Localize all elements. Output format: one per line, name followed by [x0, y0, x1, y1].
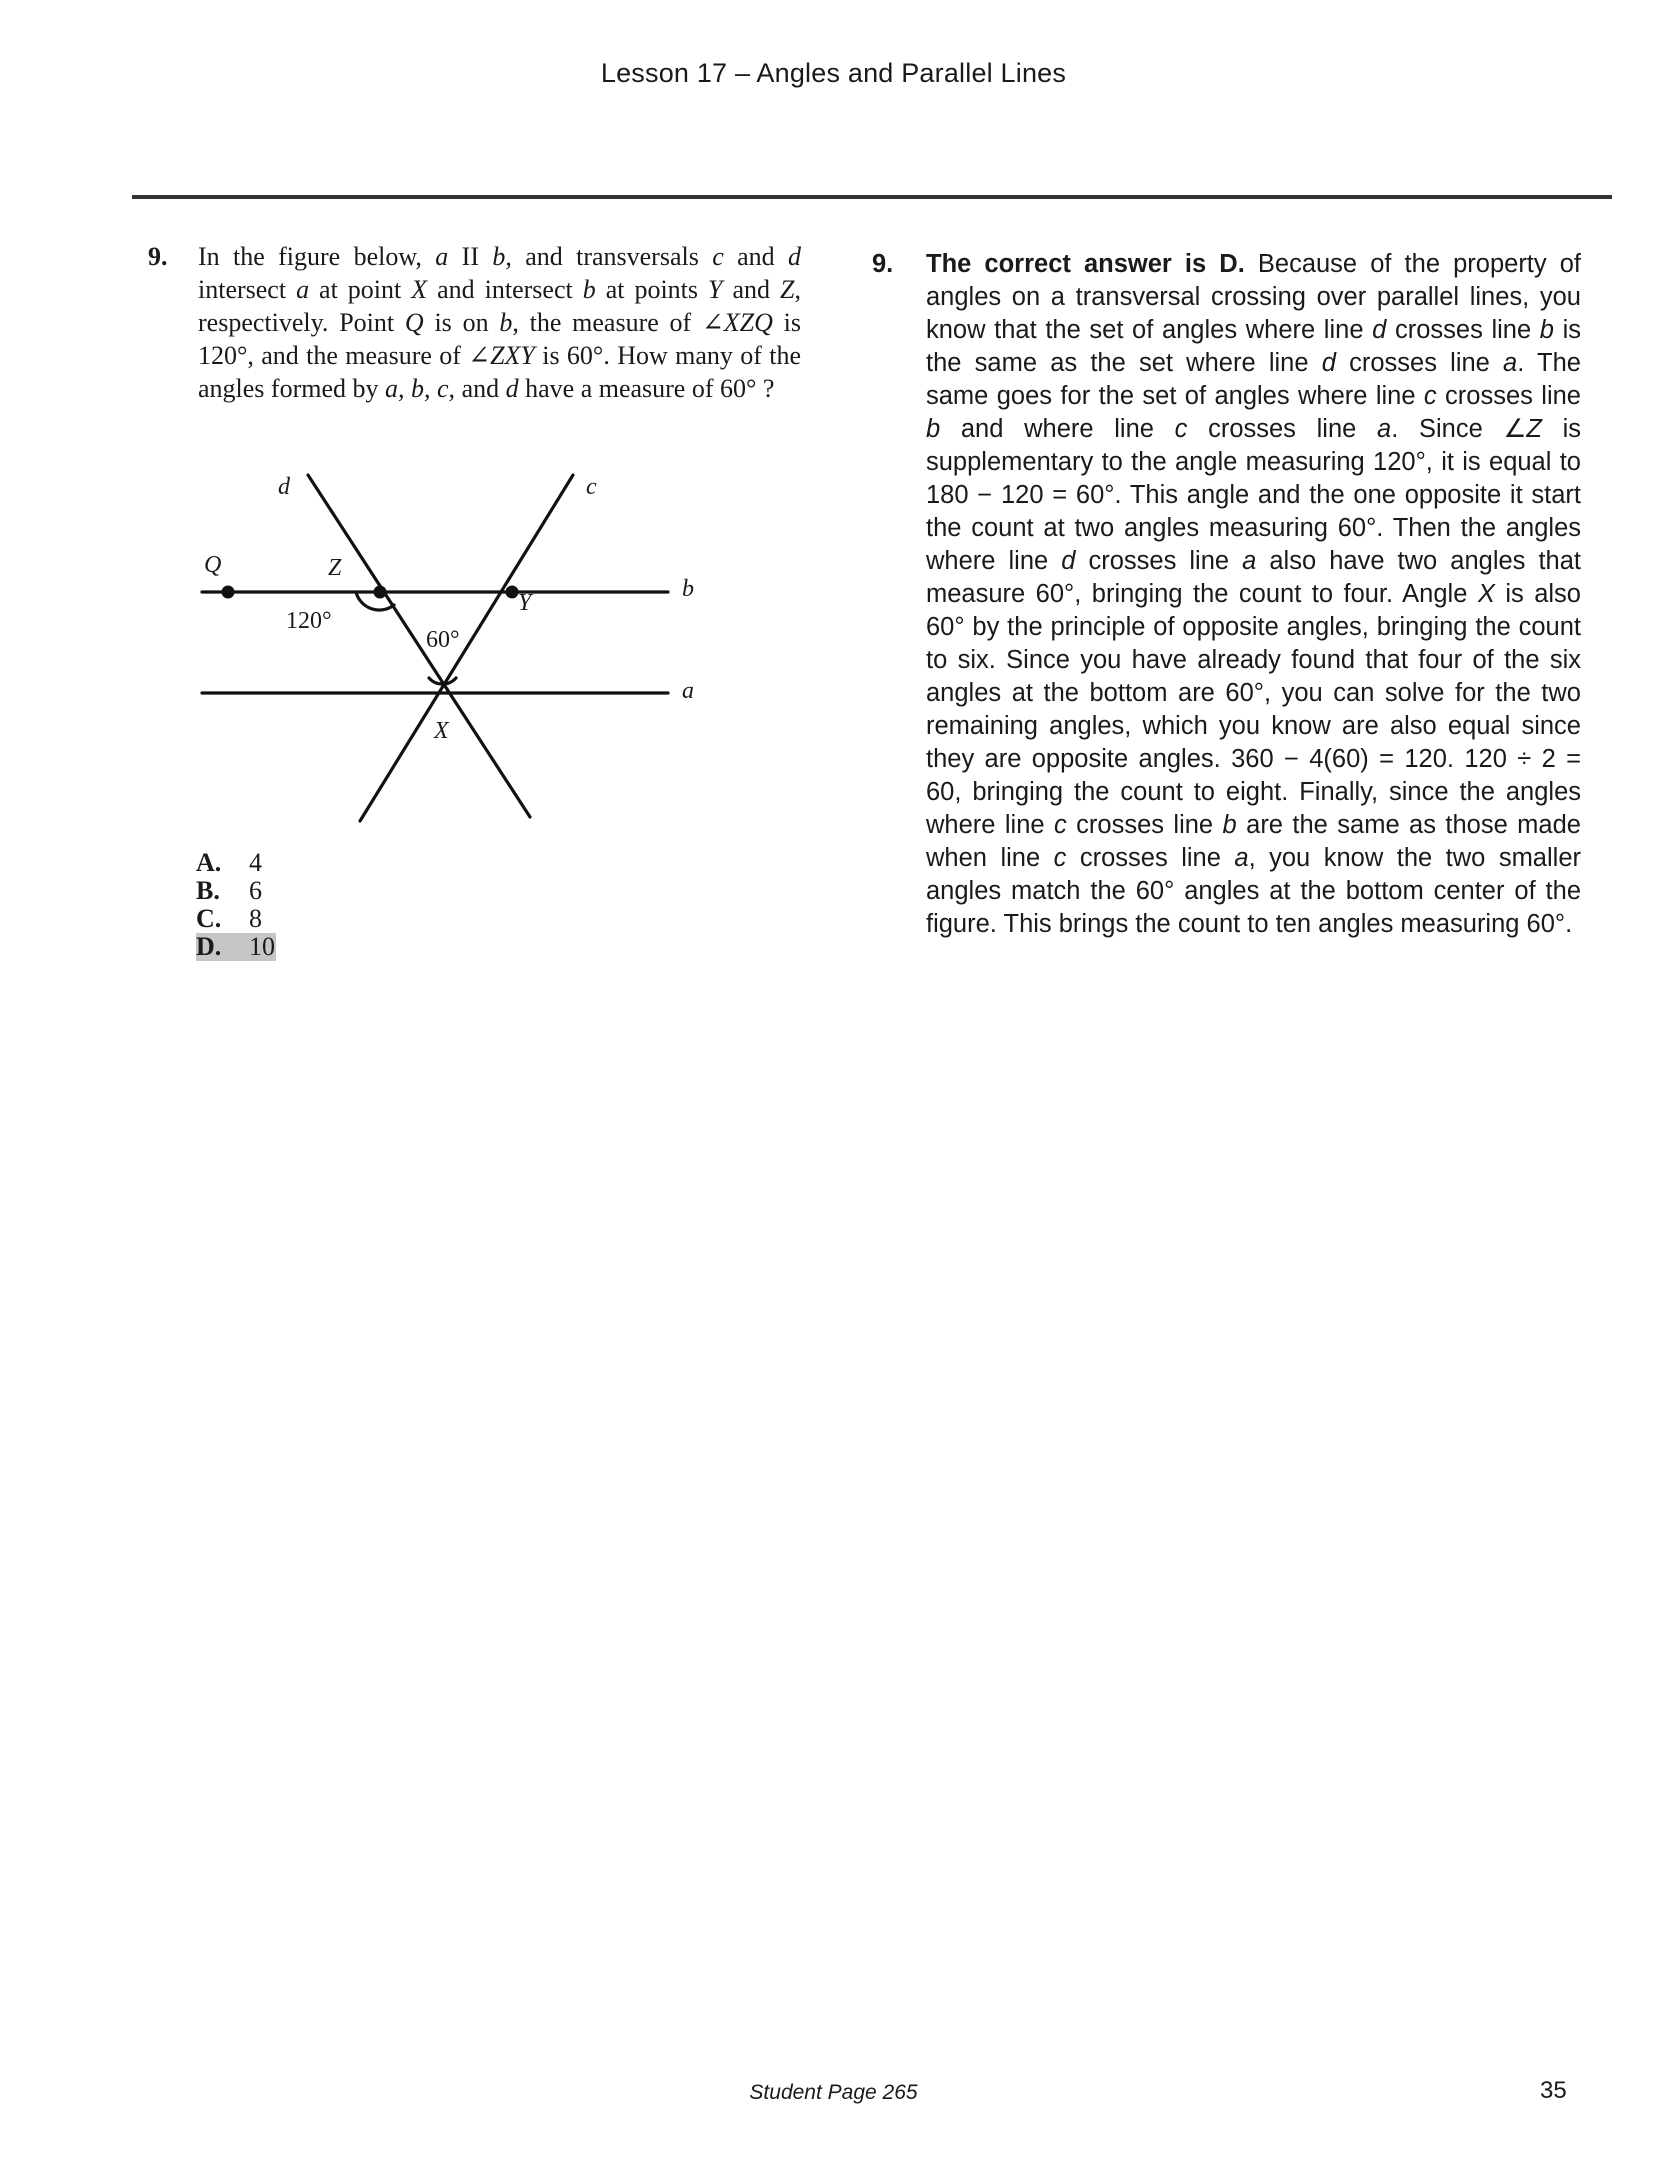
choice-d-highlighted[interactable] [196, 933, 276, 961]
choice-value: 8 [249, 904, 262, 933]
label-q: Q [204, 552, 222, 578]
page-number: 35 [1540, 2077, 1567, 2104]
label-a: a [682, 678, 694, 704]
label-c: c [586, 474, 597, 500]
choice-value: 4 [249, 848, 262, 877]
answer-number: 9. [872, 250, 894, 278]
label-x: X [434, 718, 449, 744]
choice-value: 6 [249, 876, 262, 905]
header-divider [132, 195, 1612, 199]
student-page-reference: Student Page 265 [749, 2081, 918, 2104]
choice-letter: B. [196, 876, 220, 905]
line-d [308, 475, 530, 817]
answer-lead: The correct answer is D. [926, 250, 1245, 278]
label-angle-60: 60° [426, 627, 460, 653]
choice-b[interactable] [196, 877, 276, 905]
label-angle-120: 120° [286, 608, 332, 634]
label-z: Z [328, 555, 342, 581]
choice-value: 10 [249, 932, 275, 961]
choice-c[interactable] [196, 905, 276, 933]
point-z [374, 586, 387, 599]
answer-text: The correct answer is D. Because of the property of angles on a transversal crossing over parallel lines, you know that the set of angles where line d crosses line b is the same as the set where line d crosses line a. The same goes for the set of angles where line c crosses line b and where line c crosses line a. Since ∠Z is supplementary to the angle measuring 120°, it is equal to 180 − 120 = 60°. This angle and the one opposite it start the count at two angles measuring 60°. Then the angles where line d crosses line a also have two angles that measure 60°, bringing the count to four. Angle X is also 60° by the principle of opposite angles, bringing the count to six. Since you have already found that four of the six angles at the bottom are 60°, you can solve for the two remaining angles, which you know are also equal since they are opposite angles. 360 − 4(60) = 120. 120 ÷ 2 = 60, bringing the count to eight. Finally, since the angles where line c crosses line b are the same as those made when line c crosses line a, you know the two smaller angles match the 60° angles at the bottom center of the figure. This brings the count to ten angles measuring 60°. [926, 250, 1582, 938]
parallel-lines-figure [190, 465, 710, 835]
point-q [222, 586, 235, 599]
question-text: In the figure below, a II b, and transversals c and d intersect a at point X and intersect b at points Y and Z, respectively. Point Q is on b, the measure of ∠XZQ is 120°, and the measure of ∠ZXY is 60°. How many of the angles formed by a, b, c, and d have a measure of 60° ? [198, 242, 802, 403]
question-number: 9. [148, 242, 168, 271]
label-y: Y [518, 590, 532, 616]
choice-letter: C. [196, 904, 222, 933]
point-y [506, 586, 519, 599]
line-c [360, 475, 573, 821]
label-b: b [682, 576, 694, 602]
answer-choices [196, 849, 276, 961]
page-header-title: Lesson 17 – Angles and Parallel Lines [600, 58, 1067, 88]
choice-letter: D. [196, 932, 222, 961]
choice-a[interactable] [196, 849, 276, 877]
choice-letter: A. [196, 848, 222, 877]
label-d: d [278, 474, 290, 500]
